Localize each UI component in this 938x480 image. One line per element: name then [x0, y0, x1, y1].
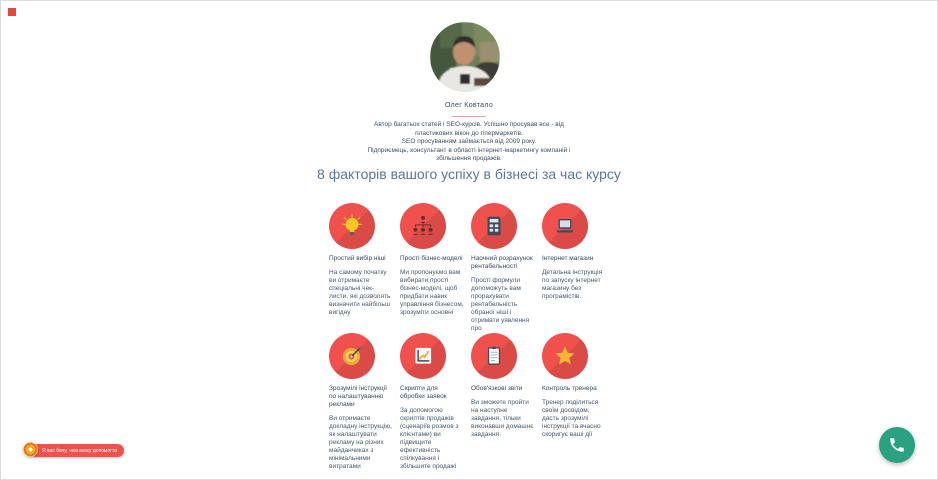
feature-card [542, 333, 606, 439]
calculator-icon [471, 203, 517, 249]
feature-title: Простий вибір ніші [329, 255, 386, 262]
org-chart-icon [400, 203, 446, 249]
feature-card [400, 333, 464, 471]
growth-chart-icon [400, 333, 446, 379]
laptop-icon [542, 203, 588, 249]
feature-title: Прості бізнес-моделі [400, 255, 463, 262]
chat-widget-bubble[interactable] [30, 444, 124, 457]
features-grid [329, 203, 609, 480]
chat-widget-icon[interactable] [23, 442, 38, 457]
feature-title: Контроль тренера [542, 385, 597, 392]
avatar [430, 22, 500, 92]
clipboard-icon [471, 333, 517, 379]
feature-title: Наочний розрахунок рентабельності [471, 255, 533, 270]
profile-name: Олег Ковтало [444, 102, 494, 109]
callback-button[interactable] [879, 427, 915, 463]
feature-card [542, 203, 606, 301]
feature-body: Ви зможете пройти на наступне завдання, тільки виконавши домашнє завдання. [471, 399, 534, 438]
avatar-photo [430, 22, 500, 92]
feature-body: Прості формули допоможуть вам прорахувати рентабельність обраної ніші і отримати уявлення про [471, 277, 530, 332]
feature-title: Зрозумілі інструкції по налаштуванню реклами [329, 385, 387, 408]
feature-card [329, 333, 393, 471]
phone-icon [888, 436, 906, 454]
feature-card [329, 203, 393, 317]
chat-widget-text: Я вас бачу, чим можу допомогти [42, 447, 118, 454]
feature-body: Ви отримаєте докладну інструкцію, як налаштувати рекламу на різних майданчиках з мінімальними витратами [329, 415, 392, 470]
page-title: 8 факторів вашого успіху в бізнесі за час курсу [317, 166, 621, 182]
feature-body: Тренер поділиться своїм досвідом, дасть зрозумілі інструкції та вчасно скоригує ваші дії [542, 399, 601, 438]
feature-body: На самому початку ви отримаєте спеціальні чек-листи, які дозволять визначити найбільш вигідну [329, 269, 391, 316]
feature-body: За допомогою скриптів продажів (сценаріїв розмов з клієнтами) ви підвищите ефективність спілкування і збільшите продажі [400, 407, 459, 470]
lightbulb-icon [329, 203, 375, 249]
bio-line: Підприємець, консультант в області інтернет-маркетингу компаній і збільшення продажів. [367, 146, 571, 162]
feature-card [471, 203, 535, 333]
feature-title: Скрипти для обробки заявок [400, 385, 447, 400]
feature-body: Ми пропонуємо вам вибирати прості бізнес-моделі, щоб придбати навик управління бізнесом, зрозуміти основні [400, 269, 464, 316]
feature-card [400, 203, 464, 317]
name-underline [452, 116, 486, 117]
star-icon [542, 333, 588, 379]
corner-marker [8, 8, 16, 16]
bio-line: Автор багатьох статей і SEO-курсів. Успішно просував все - від пластикових вікон до гіпермаркетів. [374, 121, 564, 137]
target-icon [329, 333, 375, 379]
feature-title: Обов'язкові звіти [471, 385, 523, 392]
feature-body: Детальна інструкція по запуску інтернет магазину без програмістів. [542, 269, 603, 300]
profile-bio [364, 121, 574, 164]
feature-title: Інтернет магазин [542, 255, 594, 262]
bio-line: SEO просуванням займається від 2009 року. [401, 138, 537, 145]
feature-card [471, 333, 535, 439]
